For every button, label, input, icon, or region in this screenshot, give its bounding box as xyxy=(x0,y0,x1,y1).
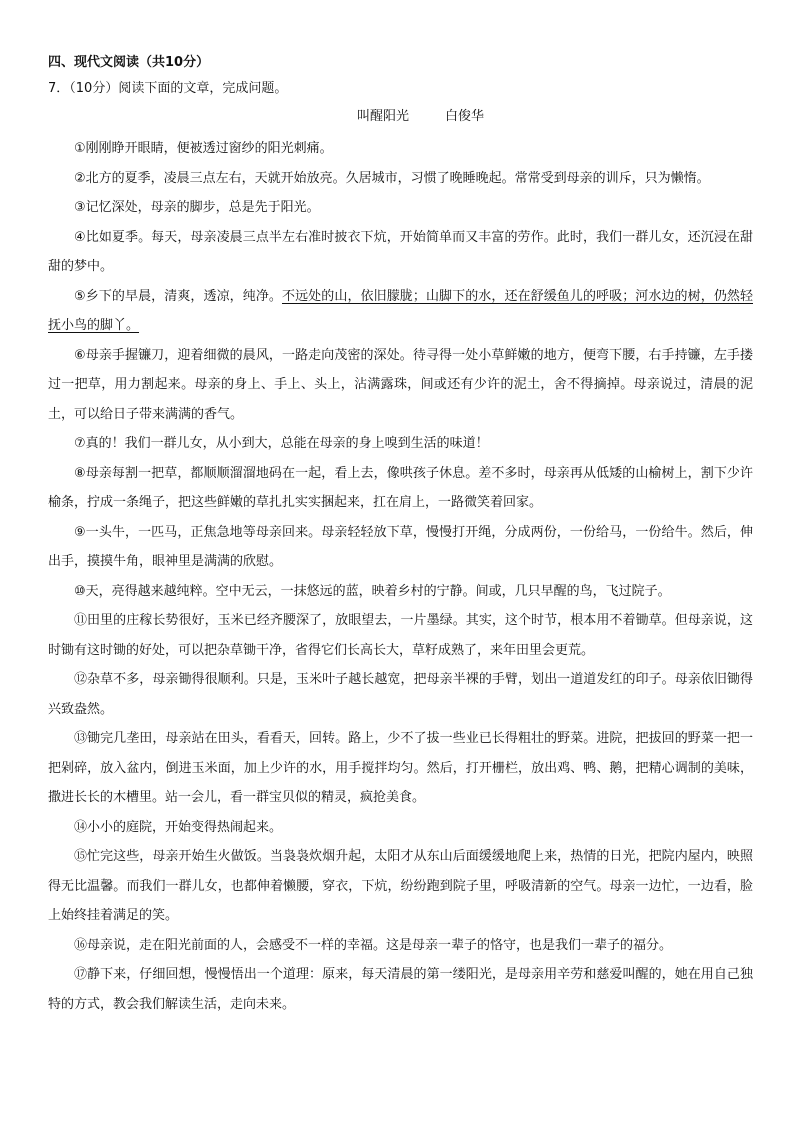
paragraph-17: ⑰静下来，仔细回想，慢慢悟出一个道理：原来，每天清晨的第一缕阳光，是母亲用辛劳和慈爱叫醒的，她在用自己独特的方式，教会我们解读生活，走向未来。 xyxy=(48,967,753,1012)
paragraph-13: ⑬锄完几垄田，母亲站在田头，看看天，回转。路上，少不了拔一些业已长得粗壮的野菜。进院，把拔回的野菜一把一把剁碎，放入盆内，倒进玉米面，加上少许的水，用手搅拌均匀。然后，打开栅栏，放出鸡、鸭、鹅，把精心调制的美味，撒进长长的木槽里。站一会儿，看一群宝贝似的精灵，疯抢美食。 xyxy=(48,731,753,805)
paragraph-2: ②北方的夏季，凌晨三点左右，天就开始放亮。久居城市，习惯了晚睡晚起。常常受到母亲的训斥，只为懒惰。 xyxy=(74,170,710,186)
paragraph-9: ⑨一头牛，一匹马，正焦急地等母亲回来。母亲轻轻放下草，慢慢打开绳，分成两份，一份给马，一份给牛。然后，伸出手，摸摸牛角，眼神里是满满的欣慰。 xyxy=(48,524,753,569)
paragraph-8: ⑧母亲每割一把草，都顺顺溜溜地码在一起，看上去，像哄孩子休息。差不多时，母亲再从低矮的山榆树上，割下少许榆条，拧成一条绳子，把这些鲜嫩的草扎扎实实捆起来，扛在肩上，一路微笑着回家。 xyxy=(48,465,753,510)
paragraph-12: ⑫杂草不多，母亲锄得很顺利。只是，玉米叶子越长越宽，把母亲半裸的手臂，划出一道道发红的印子。母亲依旧锄得兴致盎然。 xyxy=(48,672,753,717)
paragraph-11: ⑪田里的庄稼长势很好，玉米已经齐腰深了，放眼望去，一片墨绿。其实，这个时节，根本用不着锄草。但母亲说，这时锄有这时锄的好处，可以把杂草锄干净，省得它们长高长大，草籽成熟了，来年田里会更荒。 xyxy=(48,613,753,658)
exam-page xyxy=(48,50,753,1019)
paragraph-7: ⑦真的！我们一群儿女，从小到大，总能在母亲的身上嗅到生活的味道！ xyxy=(74,436,489,451)
paragraph-10: ⑩天，亮得越来越纯粹。空中无云，一抹悠远的蓝，映着乡村的宁静。间或，几只早醒的鸟，飞过院子。 xyxy=(74,583,671,599)
section-title: 四、现代文阅读（共10分） xyxy=(48,55,210,70)
paragraph-15: ⑮忙完这些，母亲开始生火做饭。当袅袅炊烟升起，太阳才从东山后面缓缓地爬上来，热情的日光，把院内屋内，映照得无比温馨。而我们一群儿女，也都伸着懒腰，穿衣，下炕，纷纷跑到院子里，呼吸清新的空气。母亲一边忙，一边看，脸上始终挂着满足的笑。 xyxy=(48,849,753,923)
paragraph-4: ④比如夏季。每天，母亲凌晨三点半左右准时披衣下炕，开始简单而又丰富的劳作。此时，我们一群儿女，还沉浸在甜甜的梦中。 xyxy=(48,229,753,274)
article-heading xyxy=(88,104,753,130)
paragraph-5-text: ⑤乡下的早晨，清爽，透凉，纯净。 xyxy=(74,288,283,304)
article-title: 叫醒阳光 xyxy=(356,109,409,124)
paragraph-16: ⑯母亲说，走在阳光前面的人，会感受不一样的幸福。这是母亲一辈子的恪守，也是我们一辈子的福分。 xyxy=(74,937,673,953)
question-prompt: 7．（10分）阅读下面的文章，完成问题。 xyxy=(48,81,288,96)
paragraph-3: ③记忆深处，母亲的脚步，总是先于阳光。 xyxy=(74,200,320,215)
paragraph-5 xyxy=(48,282,753,341)
paragraph-1: ①刚刚睁开眼睛，便被透过窗纱的阳光刺痛。 xyxy=(74,141,333,156)
paragraph-14: ⑭小小的庭院，开始变得热闹起来。 xyxy=(74,819,283,835)
article-author: 白俊华 xyxy=(445,109,485,124)
paragraph-6: ⑥母亲手握镰刀，迎着细微的晨风，一路走向茂密的深处。待寻得一处小草鲜嫩的地方，便弯下腰，右手持镰，左手搂过一把草，用力割起来。母亲的身上、手上、头上，沾满露珠，间或还有少许的泥土，舍不得摘掉。母亲说过，清晨的泥土，可以给日子带来满满的香气。 xyxy=(48,347,753,422)
underlined-sentence: 不远处的山，依旧朦胧；山脚下的水，还在舒缓鱼儿的呼吸；河水边的树，仍然轻抚小鸟的脚丫。 xyxy=(48,288,753,333)
